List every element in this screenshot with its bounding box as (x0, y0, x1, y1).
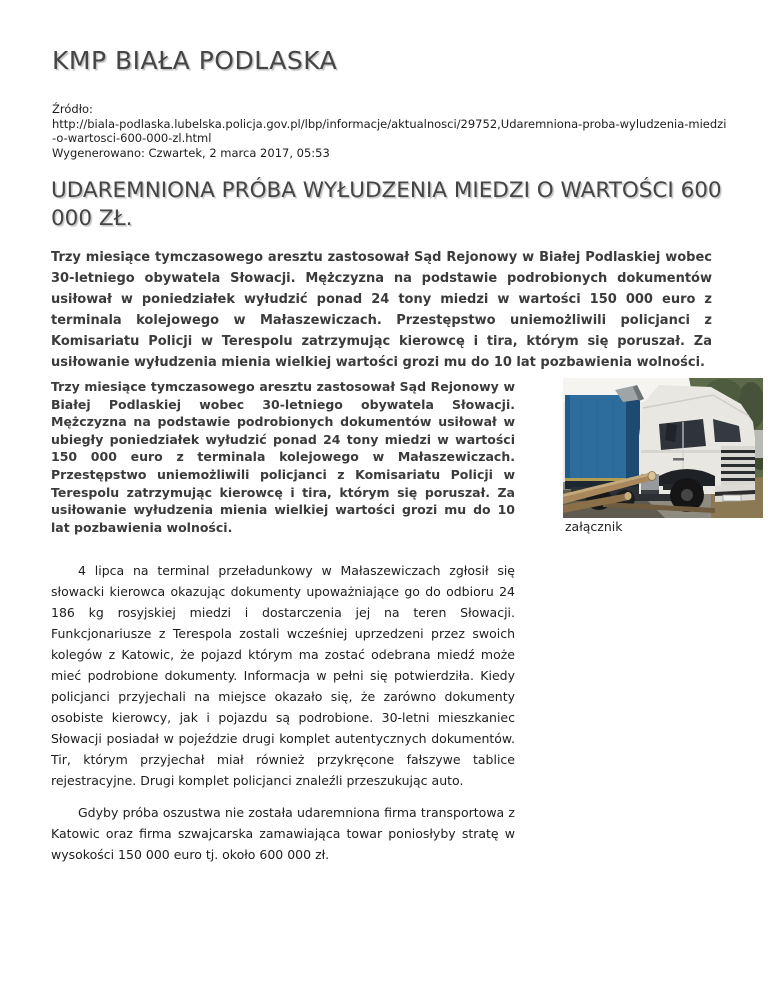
body-paragraph-2: Gdyby próba oszustwa nie została udaremniona firma transportowa z Katowic oraz firma szwajcarska zamawiająca towar poniosłyby stratę w wysokości 150 000 euro tj. około 600 000 zł. (51, 805, 515, 863)
source-url: http://biala-podlaska.lubelska.policja.gov.pl/lbp/informacje/aktualnosci/29752,Udaremniona-proba-wyludzenia-miedzi-o-wartosci-600-000-zl.html (52, 116, 727, 145)
source-label: Źródło: (52, 102, 93, 116)
article-title: UDAREMNIONA PRÓBA WYŁUDZENIA MIEDZI O WARTOŚCI 600 000 ZŁ. (51, 178, 722, 231)
intro-paragraph: Trzy miesiące tymczasowego aresztu zastosował Sąd Rejonowy w Białej Podlaskiej wobec 30-letniego obywatela Słowacji. Mężczyzna na podstawie podrobionych dokumentów usiłował w ubiegły poniedziałek wyłudzić ponad 24 tony miedzi w wartości 150 000 euro z terminala kolejowego w Małaszewiczach. Przestępstwo uniemożliwili policjanci z Komisariatu Policji w Terespolu zatrzymując kierowcę i tira, którym się poruszał. Za usiłowanie wyłudzenia mienia wielkiej wartości grozi mu do 10 lat pozbawienia wolności. (51, 379, 515, 535)
attachment-caption: załącznik (565, 519, 623, 534)
body-paragraph-1: 4 lipca na terminal przeładunkowy w Małaszewiczach zgłosił się słowacki kierowca okazując dokumenty upoważniające go do odbioru 24 186 kg rosyjskiej miedzi i dostarczenia jej na teren Słowacji. Funkcjonariusze z Terespola zostali wcześniej uprzedzeni przez swoich kolegów z Katowic, że pojazd którym ma zostać odebrana miedź może mieć podrobione dokumenty. Informacja w pełni się potwierdziła. Kiedy policjanci przyjechali na miejsce okazało się, że zarówno dokumenty osobiste kierowcy, jak i pojazdu są podrobione. 30-letni mieszkaniec Słowacji posiadał w pojeździe drugi komplet autentycznych dokumentów. Tir, którym przyjechał miał również przykręcone fałszywe tablice rejestracyjne. Drugi komplet policjanci znaleźli przeszukując auto. (51, 563, 515, 789)
site-title: KMP BIAŁA PODLASKA (52, 46, 338, 75)
source-block (52, 102, 728, 160)
photo-trailer (565, 385, 644, 489)
attachment-photo-truck-image (563, 378, 763, 518)
content-columns (50, 378, 768, 865)
text-column (51, 378, 515, 865)
generated-line: Wygenerowano: Czwartek, 2 marca 2017, 05:53 (52, 145, 330, 160)
attachment-column (563, 378, 763, 534)
lead-paragraph: Trzy miesiące tymczasowego aresztu zastosował Sąd Rejonowy w Białej Podlaskiej wobec 30-letniego obywatela Słowacji. Mężczyzna na podstawie podrobionych dokumentów usiłował w poniedziałek wyłudzić ponad 24 tony miedzi w wartości 150 000 euro z terminala kolejowego w Małaszewiczach. Przestępstwo uniemożliwili policjanci z Komisariatu Policji w Terespolu zatrzymując kierowcę i tira, którym się poruszał. Za usiłowanie wyłudzenia mienia wielkiej wartości grozi mu do 10 lat pozbawienia wolności. (51, 250, 712, 370)
photo-truck-cab (639, 385, 755, 512)
